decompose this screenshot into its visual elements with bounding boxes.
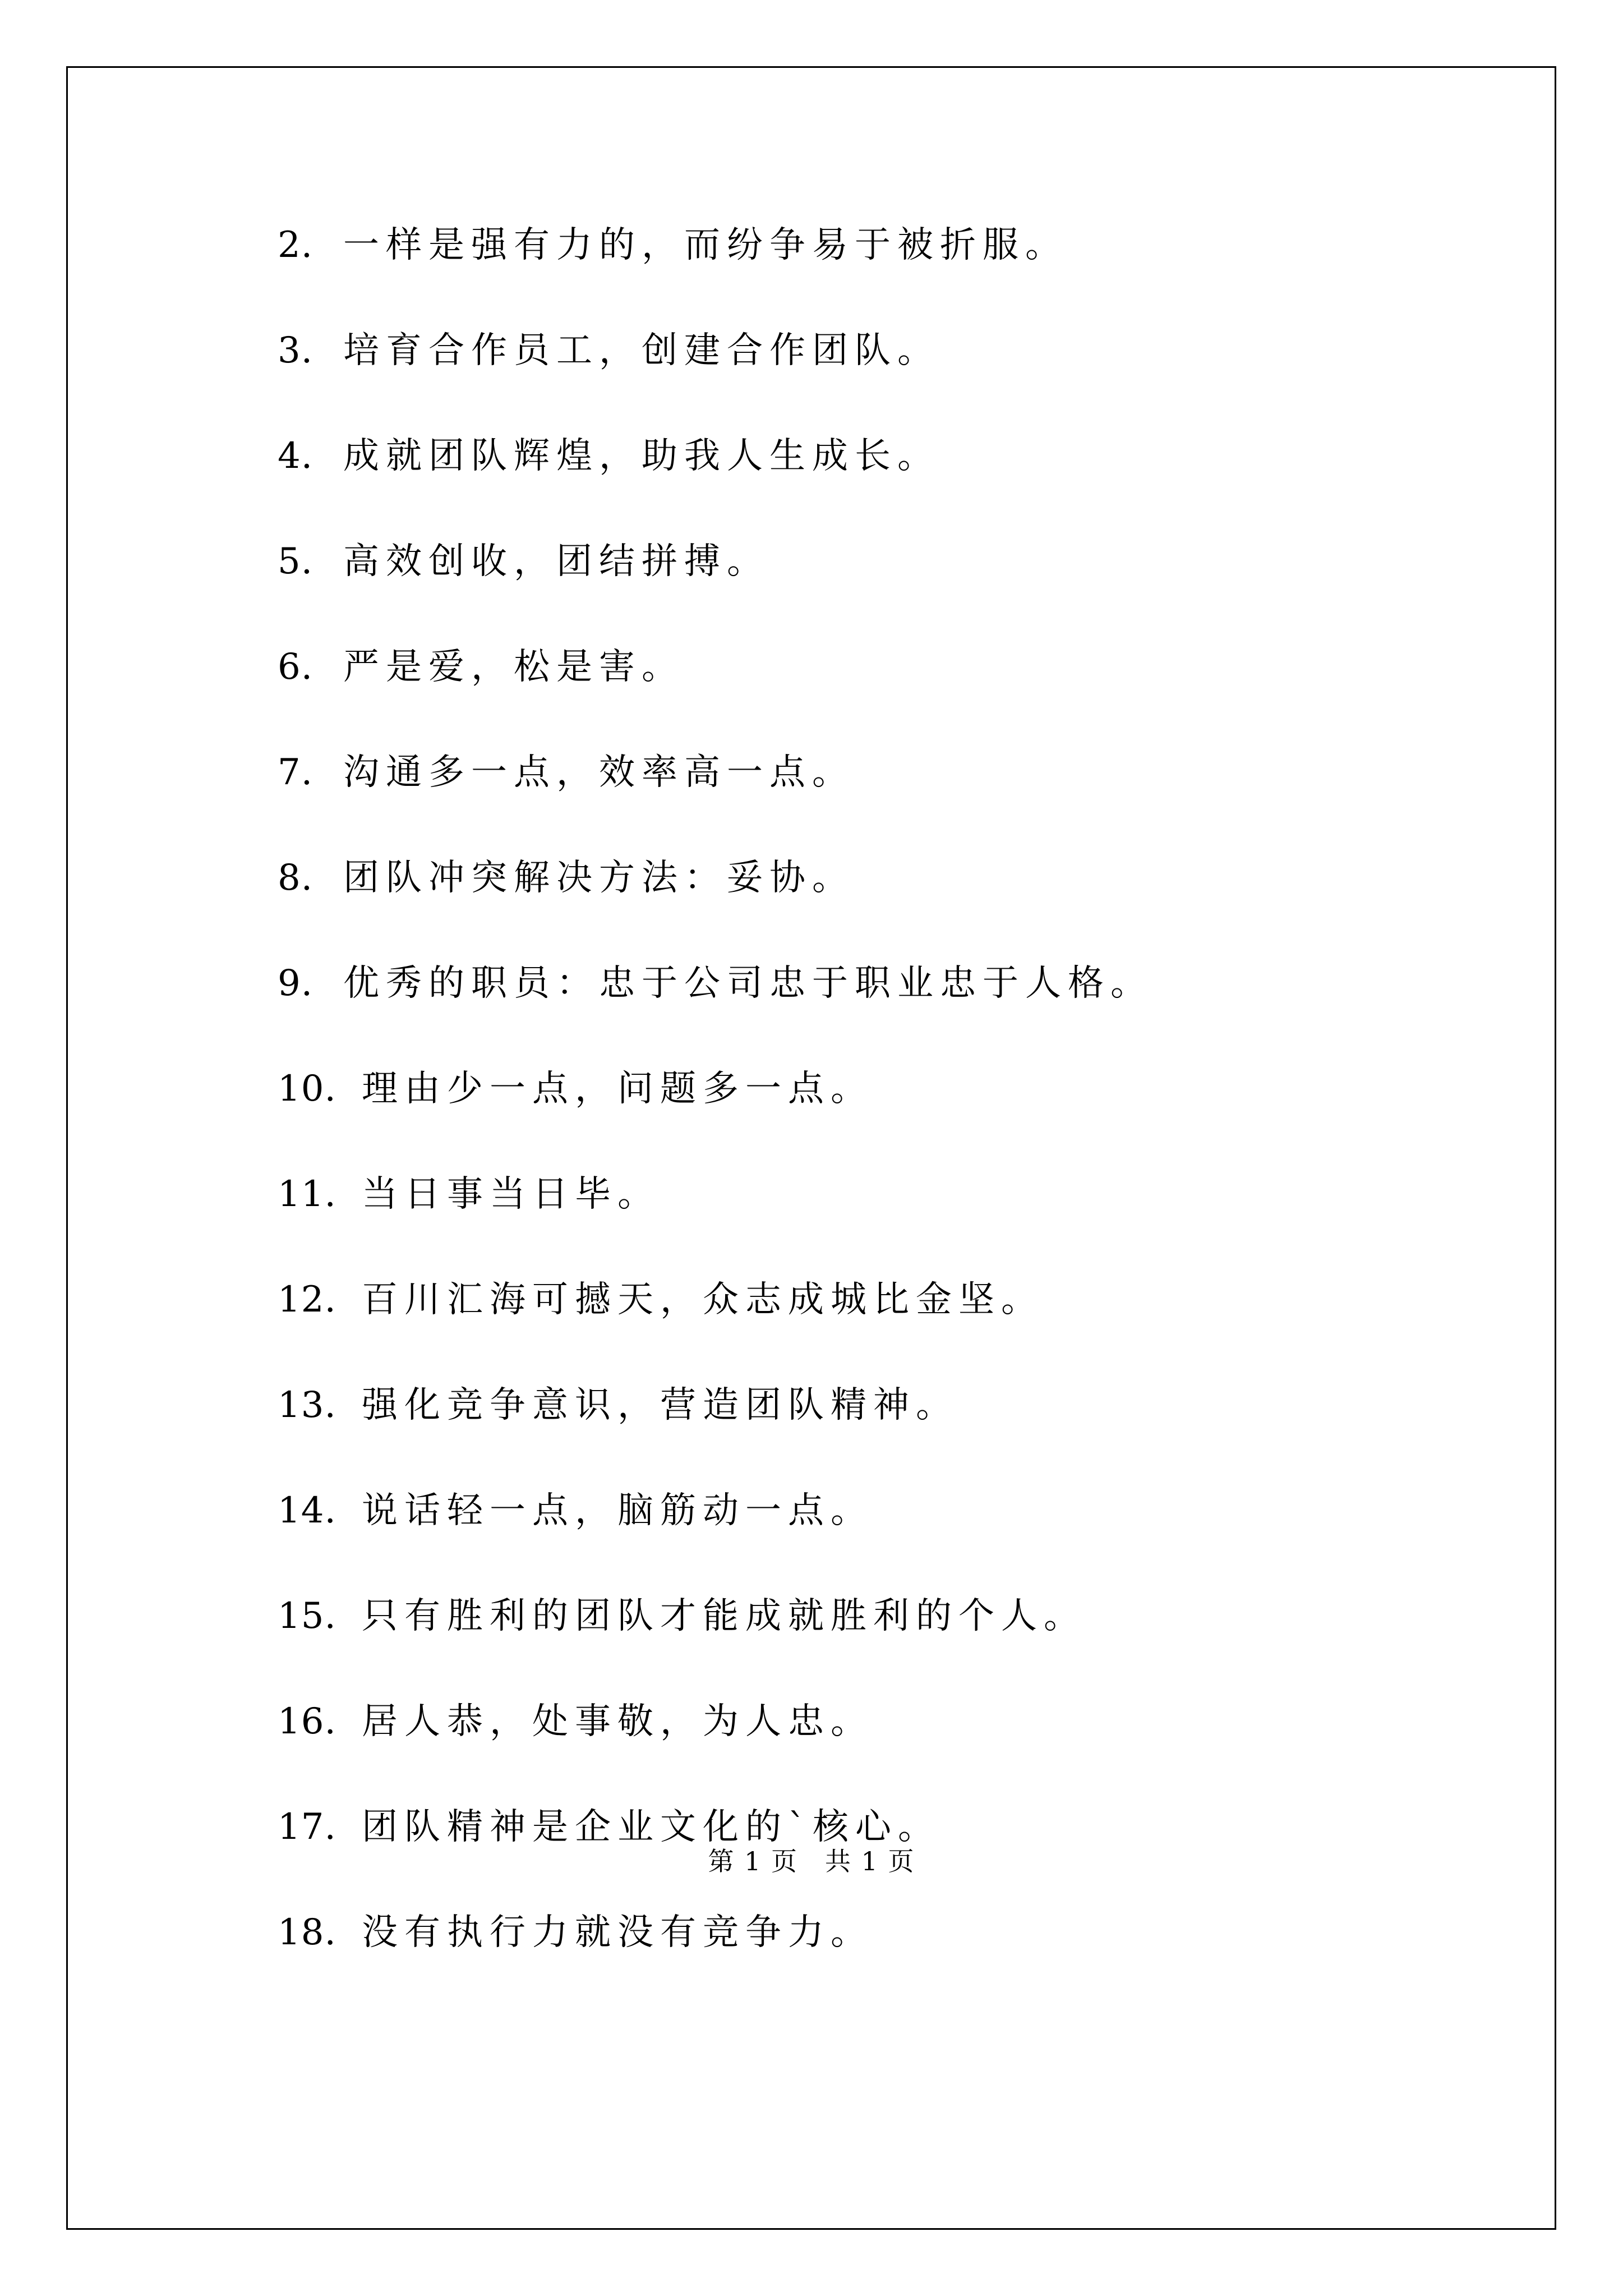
item-number: 16. [278,1701,336,1742]
item-number: 4. [278,435,313,477]
item-text: 说话轻一点，脑筋动一点。 [362,1490,873,1531]
item-number: 15. [278,1595,336,1637]
item-number: 10. [278,1068,336,1110]
item-number: 17. [278,1806,336,1848]
item-number: 12. [278,1279,336,1320]
item-text: 严是爱，松是害。 [343,646,684,688]
item-text: 团队冲突解决方法：妥协。 [343,857,855,899]
list-item [278,857,1511,965]
list-item [278,1595,1511,1704]
item-text: 培育合作员工，创建合作团队。 [343,330,940,371]
item-text: 居人恭，处事敬，为人忠。 [362,1701,873,1742]
list-item [278,224,1511,333]
item-text: 当日事当日毕。 [362,1174,660,1215]
list-item [278,330,1511,438]
item-number: 13. [278,1384,336,1426]
item-number: 2. [278,224,313,266]
item-number: 5. [278,541,313,582]
list-item [278,1490,1511,1598]
item-number: 8. [278,857,313,899]
item-text: 没有执行力就没有竞争力。 [362,1912,873,1953]
item-text: 成就团队辉煌，助我人生成长。 [343,435,940,477]
list-item [278,435,1511,544]
list-item [278,646,1511,754]
item-number: 6. [278,646,313,688]
item-text: 百川汇海可撼天，众志成城比金坚。 [362,1279,1044,1320]
item-text: 强化竞争意识，营造团队精神。 [362,1384,958,1426]
list-item [278,1279,1511,1387]
item-text: 团队精神是企业文化的`核心。 [362,1806,940,1848]
item-text: 沟通多一点，效率高一点。 [343,752,855,793]
document-body [278,224,1511,2020]
page-footer: 第 1 页 共 1 页 [708,1846,915,1876]
item-text: 高效创收，团结拼搏。 [343,541,769,582]
list-item [278,1068,1511,1176]
list-item [278,1912,1511,2020]
item-number: 11. [278,1174,336,1215]
item-number: 9. [278,963,313,1004]
list-item [278,754,1511,860]
item-number: 3. [278,330,313,371]
list-item [278,1701,1511,1809]
item-number: 18. [278,1912,336,1953]
list-item [278,965,1511,1071]
item-number: 7. [278,752,313,793]
list-item [278,541,1511,649]
list-item [278,1176,1511,1282]
list-item [278,1384,1511,1493]
item-text: 理由少一点，问题多一点。 [362,1068,873,1110]
item-number: 14. [278,1490,336,1531]
item-text: 一样是强有力的，而纷争易于被折服。 [343,224,1068,266]
item-text: 只有胜利的团队才能成就胜利的个人。 [362,1595,1086,1637]
item-text: 优秀的职员：忠于公司忠于职业忠于人格。 [343,963,1153,1004]
